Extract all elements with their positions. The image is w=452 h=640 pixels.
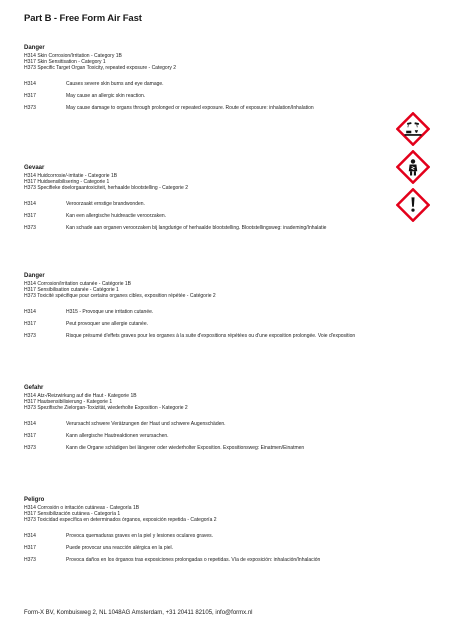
- hazard-statement: [24, 433, 394, 439]
- classification-line: H314 Corrosion/irritation cutanée - Catégorie 1B: [24, 281, 131, 287]
- statement-code: H373: [24, 224, 36, 231]
- classification-line: H317 Hautsensibilisierung - Kategorie 1: [24, 399, 113, 406]
- section-german: [24, 384, 394, 457]
- hazard-statement: [24, 545, 394, 551]
- statement-text: May cause an allergic skin reaction.: [66, 92, 146, 99]
- classification-line: H373 Toxicidad específica en determinados órganos, exposición repetida - Categoría 2: [24, 517, 217, 524]
- statement-code: H314: [24, 80, 36, 87]
- statement-code: H314: [24, 532, 36, 539]
- classification-line: H314 Ätz-/Reizwirkung auf die Haut - Kategorie 1B: [24, 393, 137, 399]
- signal-word: Peligro: [24, 497, 45, 503]
- statement-text: May cause damage to organs through prolonged or repeated exposure. Route of exposure: inhalation/Inhalation: [66, 104, 314, 111]
- statement-code: H317: [24, 544, 36, 551]
- classification-line: H373 Spezifische Zielorgan-Toxizität, wiederholte Exposition - Kategorie 2: [24, 405, 188, 412]
- classification-line: H373 Toxicité spécifique pour certains organes cibles, exposition répétée - Catégorie 2: [24, 293, 216, 300]
- classification-line: H314 Huidcorrosie/-irritatie - Categorie 1B: [24, 173, 118, 179]
- company-footer: Form-X BV, Kombuisweg 2, NL 1048AG Amsterdam, +31 20411 82105, info@formx.nl: [24, 610, 253, 616]
- statement-text: Puede provocar una reacción alérgica en la piel.: [66, 544, 174, 551]
- statement-code: H314: [24, 308, 36, 315]
- hazard-statement: [24, 105, 394, 111]
- page-title: Part B - Free Form Air Fast: [24, 13, 142, 24]
- hazard-statement: [24, 333, 394, 339]
- signal-word: Danger: [24, 273, 45, 279]
- hazard-statement: [24, 445, 394, 451]
- classification-line: H317 Sensibilisation cutanée - Catégorie 1: [24, 287, 119, 294]
- classification-line: H314 Corrosión o irritación cutáneas - Categoría 1B: [24, 505, 140, 511]
- statement-text: Kan schade aan organen veroorzaken bij langdurige of herhaalde blootstelling. Blootstellingsweg: inademing/Inhalatie: [66, 224, 327, 231]
- statement-text: Risque présumé d'effets graves pour les organes à la suite d'expositions répétées ou d'une exposition prolongée. Voie d'exposition: [66, 332, 356, 339]
- health-hazard-icon: [396, 150, 430, 184]
- statement-text: Verursacht schwere Verätzungen der Haut und schwere Augenschäden.: [66, 420, 226, 427]
- statement-text: Kan een allergische huidreactie veroorzaken.: [66, 212, 167, 219]
- statement-text: Causes severe skin burns and eye damage.: [66, 80, 164, 87]
- classification-line: H373 Specifieke doelorgaantoxiciteit, herhaalde blootstelling - Categorie 2: [24, 185, 188, 192]
- section-dutch: [24, 164, 394, 237]
- corrosion-icon: [396, 112, 430, 146]
- signal-word: Gevaar: [24, 165, 45, 171]
- statement-code: H373: [24, 556, 36, 563]
- statement-code: H317: [24, 212, 36, 219]
- statement-code: H314: [24, 420, 36, 427]
- statement-code: H314: [24, 200, 36, 207]
- hazard-statement: [24, 93, 394, 99]
- statement-code: H317: [24, 320, 36, 327]
- statement-text: Kann die Organe schädigen bei längerer oder wiederholter Exposition. Expositionsweg: Einatmen/Einatmen: [66, 444, 305, 451]
- hazard-statement: [24, 321, 394, 327]
- statement-code: H373: [24, 332, 36, 339]
- classification-line: H373 Specific Target Organ Toxicity, repeated exposure - Category 2: [24, 65, 177, 72]
- statement-text: Veroorzaakt ernstige brandwonden.: [66, 200, 145, 207]
- section-english: [24, 44, 394, 117]
- statement-text: Peut provoquer une allergie cutanée.: [66, 320, 149, 327]
- statement-code: H317: [24, 92, 36, 99]
- exclamation-mark-icon: [396, 188, 430, 222]
- ghs-pictograms: [389, 112, 437, 226]
- statement-code: H373: [24, 444, 36, 451]
- hazard-statement: [24, 225, 394, 231]
- hazard-statement: [24, 309, 394, 315]
- hazard-statement: [24, 533, 394, 539]
- statement-text: H315 - Provoque une irritation cutanée.: [66, 308, 154, 315]
- classification-line: H314 Skin Corrosion/Irritation - Category 1B: [24, 53, 122, 59]
- classification-line: H317 Sensibilización cutánea - Categoría 1: [24, 511, 121, 518]
- statement-text: Provoca daños en los órganos tras exposiciones prolongadas o repetidas. Vía de exposición: inhalación/Inhalación: [66, 556, 321, 563]
- statement-text: Kann allergische Hautreaktionen verursachen.: [66, 432, 169, 439]
- section-spanish: [24, 496, 394, 569]
- hazard-statement: [24, 81, 394, 87]
- classification-line: H317 Skin Sensitisation - Category 1: [24, 59, 106, 66]
- hazard-statement: [24, 201, 394, 207]
- statement-code: H373: [24, 104, 36, 111]
- signal-word: Gefahr: [24, 385, 44, 391]
- statement-code: H317: [24, 432, 36, 439]
- classification-line: H317 Huidsensibilisering - Categorie 1: [24, 179, 110, 186]
- hazard-statement: [24, 421, 394, 427]
- signal-word: Danger: [24, 45, 45, 51]
- statement-text: Provoca quemaduras graves en la piel y lesiones oculares graves.: [66, 532, 214, 539]
- hazard-statement: [24, 213, 394, 219]
- section-french: [24, 272, 394, 345]
- hazard-statement: [24, 557, 394, 563]
